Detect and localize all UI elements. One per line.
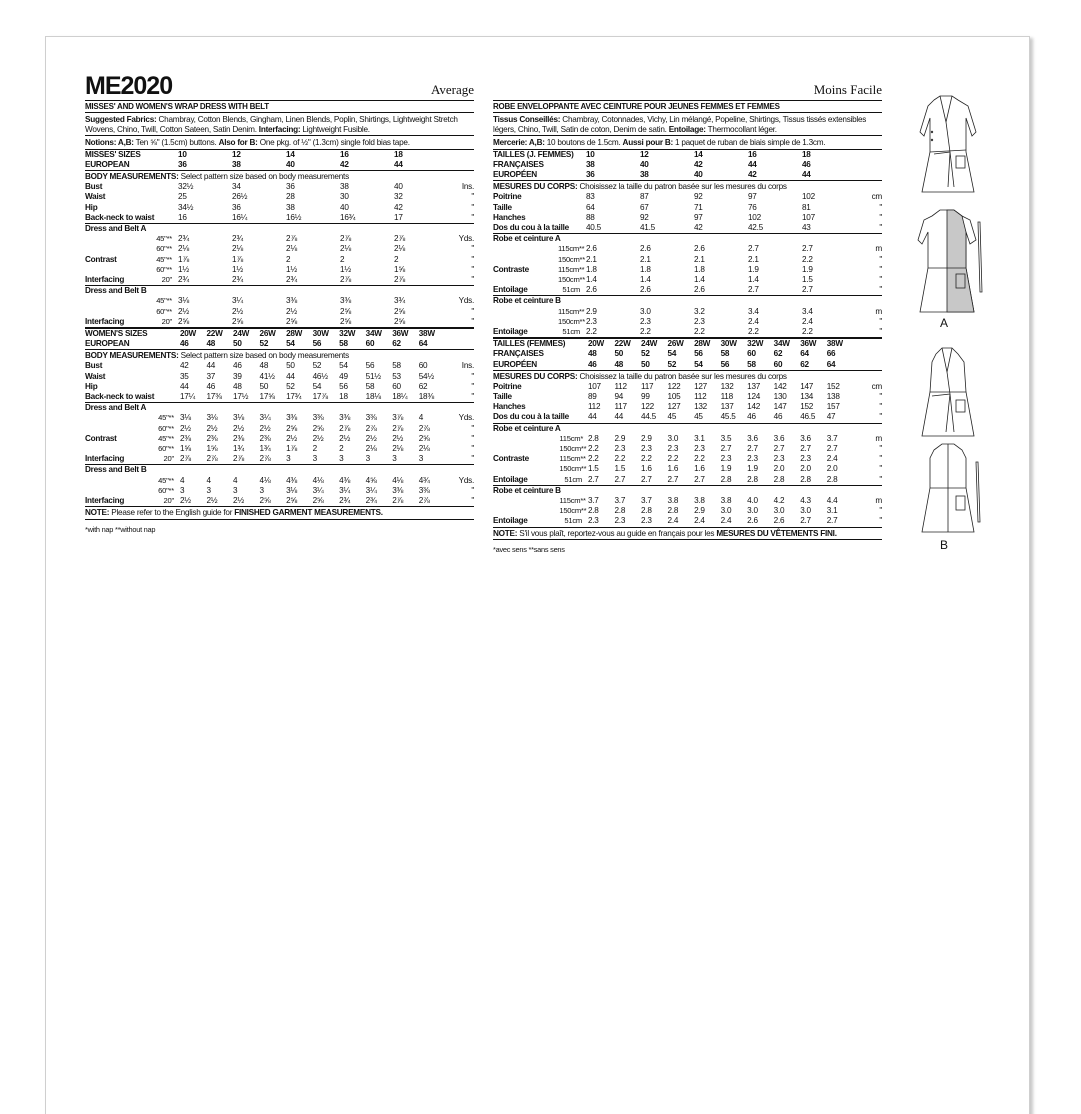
section-header: MESURES DU CORPS: Choisissez la taille du patron basée sur les mesures du corps bbox=[493, 371, 787, 381]
table-row: Taille 89 94 99 105 112 118 124 130 134 138 " bbox=[493, 392, 882, 402]
table-row: Hanches 88 92 97 102 107 " bbox=[493, 212, 882, 222]
table-row: Bust 32½ 34 36 38 40 Ins. bbox=[85, 182, 475, 192]
french-misses-size-table bbox=[493, 150, 882, 337]
table-row: Contrast 45"** 1⅞ 1⅞ 2 2 2 " bbox=[85, 254, 475, 264]
size-row: MISSES' SIZES 10 12 14 16 18 bbox=[85, 149, 403, 159]
view-header: Dress and Belt A bbox=[85, 403, 474, 414]
table-row: Back-neck to waist 17¼ 17⅜ 17½ 17⅝ 17¾ 17⅞ 18 18⅛ 18¼ 18⅜ " bbox=[85, 392, 474, 402]
table-row: 115cm** 3.7 3.7 3.7 3.8 3.8 3.8 4.0 4.2 4.3 4.4 m bbox=[559, 496, 882, 506]
section-header: BODY MEASUREMENTS: Select pattern size based on body measurements bbox=[85, 172, 349, 182]
notions-paragraph: Notions: A,B: Ten ⅝" (1.5cm) buttons. Also for B: One pkg. of ½" (1.3cm) single fold bias tape. bbox=[85, 136, 474, 150]
french-header bbox=[493, 70, 882, 100]
misses-size-table bbox=[85, 150, 474, 327]
pattern-code: ME2020 bbox=[85, 72, 173, 100]
table-row: Dos du cou à la taille 40.5 41.5 42 42.5 43 " bbox=[493, 223, 882, 232]
section-header: MESURES DU CORPS: Choisissez la taille du patron basée sur les mesures du corps bbox=[493, 182, 787, 192]
size-row: FRANÇAISES 48 50 52 54 56 58 60 62 64 66 bbox=[493, 349, 836, 359]
view-drawings bbox=[910, 92, 985, 562]
view-header: Dress and Belt B bbox=[85, 286, 474, 297]
size-row: EUROPEAN 36 38 40 42 44 bbox=[85, 160, 474, 171]
table-row: 60"** 1⅝ 1⅝ 1¾ 1¾ 1⅞ 2 2 2⅛ 2⅛ 2⅛ " bbox=[158, 444, 474, 454]
french-footnote: *avec sens **sans sens bbox=[493, 545, 565, 555]
table-row: Taille 64 67 71 76 81 " bbox=[493, 202, 882, 212]
english-note: NOTE: Please refer to the English guide for FINISHED GARMENT MEASUREMENTS. bbox=[85, 506, 474, 520]
table-row: 115cm* 2.8 2.9 2.9 3.0 3.1 3.5 3.6 3.6 3.6 3.7 m bbox=[559, 433, 882, 443]
table-row: Interfacing 20" 2⅞ 2⅞ 2⅞ 2⅞ 3 3 3 3 3 3 " bbox=[85, 454, 474, 464]
table-row: Interfacing 20" 2¾ 2¾ 2¾ 2⅞ 2⅞ " bbox=[85, 275, 475, 285]
table-row: Poitrine 83 87 92 97 102 cm bbox=[493, 192, 882, 202]
table-row: 45"** 3⅛ 3⅛ 3⅛ 3¼ 3⅜ 3⅜ 3⅜ 3⅜ 3⅞ 4 Yds. bbox=[158, 413, 474, 423]
section-header: BODY MEASUREMENTS: Select pattern size based on body measurements bbox=[85, 351, 349, 361]
english-column bbox=[85, 70, 474, 536]
table-row: Bust 42 44 46 48 50 52 54 56 58 60 Ins. bbox=[85, 361, 474, 371]
table-row: 60"** 3 3 3 3 3⅛ 3¼ 3¼ 3¼ 3⅜ 3⅜ " bbox=[158, 485, 474, 495]
size-row: EUROPEAN 46 48 50 52 54 56 58 60 62 64 bbox=[85, 339, 474, 350]
difficulty-level: Average bbox=[430, 82, 474, 97]
table-row: 150cm** 1.5 1.5 1.6 1.6 1.6 1.9 1.9 2.0 2.0 2.0 " bbox=[559, 464, 882, 474]
table-row: Hanches 112 117 122 127 132 137 142 147 152 157 " bbox=[493, 402, 882, 412]
view-header: Dress and Belt B bbox=[85, 465, 474, 476]
english-footnote: *with nap **without nap bbox=[85, 525, 156, 535]
view-header: Dress and Belt A bbox=[85, 224, 474, 235]
view-a-label: A bbox=[940, 316, 949, 330]
table-row: 45"** 4 4 4 4⅛ 4⅜ 4⅛ 4⅜ 4⅝ 4⅛ 4¾ Yds. bbox=[158, 475, 474, 485]
view-header: Robe et ceinture A bbox=[493, 423, 882, 434]
size-row: TAILLES (J. FEMMES) 10 12 14 16 18 bbox=[493, 149, 811, 159]
size-row: FRANÇAISES 38 40 42 44 46 bbox=[493, 159, 811, 169]
view-b-front-drawing bbox=[922, 348, 974, 436]
fabrics-paragraph: Suggested Fabrics: Chambray, Cotton Blends, Gingham, Linen Blends, Poplin, Shirtings, Lightweight Stretch Wovens, Chino, Twill, Cotton Sateen, Satin Denim. Interfacing: Lightweight Fusible. bbox=[85, 113, 474, 136]
french-notions-paragraph: Mercerie: A,B: 10 boutons de 1.5cm. Aussi pour B: 1 paquet de ruban de biais simple de 1.3cm. bbox=[493, 136, 882, 150]
table-row: Contrast 45"** 2⅜ 2⅜ 2⅜ 2⅜ 2½ 2½ 2½ 2½ 2½ 2⅝ " bbox=[85, 433, 474, 443]
view-b-label: B bbox=[940, 538, 949, 552]
table-row: 150cm** 2.2 2.3 2.3 2.3 2.3 2.7 2.7 2.7 2.7 2.7 " bbox=[559, 444, 882, 454]
table-row: Entoilage 51cm 2.2 2.2 2.2 2.2 2.2 " bbox=[493, 327, 882, 337]
size-row: WOMEN'S SIZES 20W 22W 24W 26W 28W 30W 32W 34W 36W 38W bbox=[85, 328, 474, 339]
table-row: 60"** 2½ 2½ 2½ 2⅝ 2⅝ " bbox=[156, 306, 475, 316]
view-header: Robe et ceinture A bbox=[493, 234, 882, 245]
table-row: Entoilage 51cm 2.6 2.6 2.6 2.7 2.7 " bbox=[493, 285, 882, 295]
french-title: ROBE ENVELOPPANTE AVEC CEINTURE POUR JEUNES FEMMES ET FEMMES bbox=[493, 100, 882, 113]
table-row: Interfacing 20" 2½ 2½ 2½ 2⅝ 2⅝ 2⅝ 2¾ 2¾ 2⅞ 2⅞ " bbox=[85, 496, 474, 506]
table-row: 60"** 2⅛ 2⅛ 2⅛ 2⅛ 2⅛ " bbox=[156, 244, 475, 254]
women-size-table bbox=[85, 327, 474, 506]
view-a-back-drawing bbox=[918, 210, 982, 312]
table-row: 150cm** 1.4 1.4 1.4 1.4 1.5 " bbox=[558, 275, 882, 285]
table-row: Entoilage 51cm 2.7 2.7 2.7 2.7 2.7 2.8 2.8 2.8 2.8 2.8 " bbox=[493, 474, 882, 484]
english-header bbox=[85, 70, 474, 100]
table-row: 45"** 2¾ 2¾ 2⅞ 2⅞ 2⅞ Yds. bbox=[156, 234, 475, 244]
table-row: Poitrine 107 112 117 122 127 132 137 142 147 152 cm bbox=[493, 381, 882, 391]
french-fabrics-paragraph: Tissus Conseillés: Chambray, Cotonnades, Vichy, Lin mélangé, Popeline, Shirtings, Tissus tissés extensibles légers, Chino, Twill, Satin de coton, Denim de satin. Entoilage: Thermocollant léger. bbox=[493, 113, 882, 136]
table-row: 150cm** 2.8 2.8 2.8 2.8 2.9 3.0 3.0 3.0 3.0 3.1 " bbox=[559, 506, 882, 516]
table-row: 115cm** 2.6 2.6 2.6 2.7 2.7 m bbox=[558, 244, 882, 254]
table-row: 115cm** 2.9 3.0 3.2 3.4 3.4 m bbox=[558, 306, 882, 316]
view-a-front-drawing bbox=[920, 96, 976, 192]
table-row: 150cm** 2.3 2.3 2.3 2.4 2.4 " bbox=[558, 316, 882, 326]
table-row: Back-neck to waist 16 16¼ 16½ 16¾ 17 " bbox=[85, 212, 475, 222]
table-row: 45"** 3⅛ 3¼ 3⅜ 3⅜ 3¾ Yds. bbox=[156, 296, 475, 306]
table-row: 60"** 2½ 2½ 2½ 2½ 2⅝ 2⅝ 2⅞ 2⅞ 2⅞ 2⅞ " bbox=[158, 423, 474, 433]
table-row: Waist 35 37 39 41½ 44 46½ 49 51½ 53 54½ " bbox=[85, 371, 474, 381]
table-row: Contraste 115cm** 1.8 1.8 1.8 1.9 1.9 " bbox=[493, 264, 882, 274]
table-row: Dos du cou à la taille 44 44 44.5 45 45 45.5 46 46 46.5 47 " bbox=[493, 412, 882, 422]
french-difficulty: Moins Facile bbox=[813, 82, 882, 97]
table-row: Interfacing 20" 2⅝ 2⅝ 2⅝ 2⅝ 2⅝ " bbox=[85, 316, 475, 326]
view-header: Robe et ceinture B bbox=[493, 485, 882, 496]
table-row: Waist 25 26½ 28 30 32 " bbox=[85, 192, 475, 202]
table-row: Contraste 115cm** 2.2 2.2 2.2 2.2 2.2 2.3 2.3 2.3 2.3 2.4 " bbox=[493, 454, 882, 464]
view-b-back-drawing bbox=[922, 444, 980, 532]
size-row: EUROPÉEN 46 48 50 52 54 56 58 60 62 64 bbox=[493, 360, 882, 371]
french-women-size-table bbox=[493, 337, 882, 526]
table-row: Hip 44 46 48 50 52 54 56 58 60 62 " bbox=[85, 381, 474, 391]
table-row: Entoilage 51cm 2.3 2.3 2.3 2.4 2.4 2.4 2.6 2.6 2.7 2.7 " bbox=[493, 516, 882, 526]
pattern-title: MISSES' AND WOMEN'S WRAP DRESS WITH BELT bbox=[85, 100, 474, 113]
view-header: Robe et ceinture B bbox=[493, 296, 882, 307]
french-column bbox=[493, 70, 882, 556]
table-row: Hip 34½ 36 38 40 42 " bbox=[85, 202, 475, 212]
size-row: EUROPÉEN 36 38 40 42 44 bbox=[493, 170, 882, 181]
size-row: TAILLES (FEMMES) 20W 22W 24W 26W 28W 30W 32W 34W 36W 38W bbox=[493, 338, 882, 349]
table-row: 60"** 1½ 1½ 1½ 1½ 1⅝ " bbox=[156, 264, 475, 274]
french-note: NOTE: S'il vous plaît, reportez-vous au guide en français pour les MESURES DU VÊTEMENTS FINI. bbox=[493, 527, 882, 541]
table-row: 150cm** 2.1 2.1 2.1 2.1 2.2 " bbox=[558, 254, 882, 264]
